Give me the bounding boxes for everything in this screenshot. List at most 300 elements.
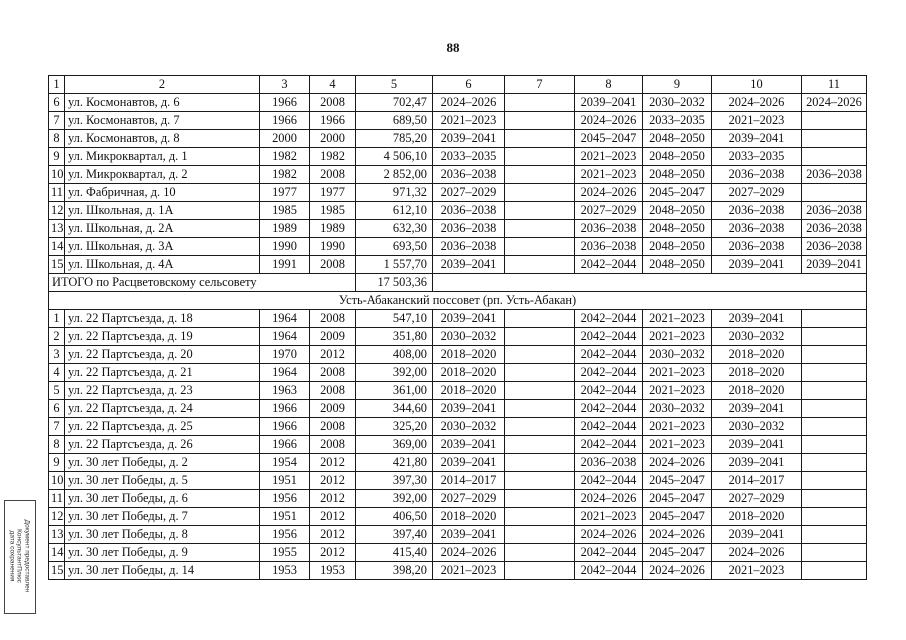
table-row — [49, 382, 867, 400]
col-row-number-cell: 15 — [49, 562, 65, 580]
col-row-number-cell: 12 — [49, 202, 65, 220]
col-year-overhaul-cell: 1989 — [310, 220, 356, 238]
table-row — [49, 256, 867, 274]
col-row-number-cell: 5 — [49, 382, 65, 400]
col-address-cell: ул. 30 лет Победы, д. 8 — [65, 526, 260, 544]
col-period-roof-cell: 2036–2038 — [433, 238, 505, 256]
col-period-7-cell — [505, 436, 575, 454]
col-year-overhaul-cell: 2008 — [310, 418, 356, 436]
col-address-cell: ул. 30 лет Победы, д. 2 — [65, 454, 260, 472]
col-period-roof-cell: 2024–2026 — [433, 544, 505, 562]
col-period-9-cell: 2048–2050 — [643, 130, 712, 148]
stamp-line: КонсультантПлюс — [15, 529, 23, 583]
col-period-9-cell: 2024–2026 — [643, 526, 712, 544]
col-period-11-cell — [802, 454, 867, 472]
col-period-9-cell: 2048–2050 — [643, 238, 712, 256]
col-area-cell: 408,00 — [356, 346, 433, 364]
table-row — [49, 400, 867, 418]
col-row-number-cell: 12 — [49, 508, 65, 526]
col-period-10-cell: 2039–2041 — [712, 400, 802, 418]
col-period-11-cell — [802, 508, 867, 526]
col-period-7-cell — [505, 490, 575, 508]
col-year-built-cell: 1951 — [260, 508, 310, 526]
col-area-cell: 702,47 — [356, 94, 433, 112]
col-period-roof-cell: 2018–2020 — [433, 364, 505, 382]
col-year-built-cell: 1955 — [260, 544, 310, 562]
col-period-8-cell: 2036–2038 — [575, 220, 643, 238]
col-period-10-cell: 2033–2035 — [712, 148, 802, 166]
col-period-10-cell: 2027–2029 — [712, 184, 802, 202]
col-period-7-cell — [505, 346, 575, 364]
col-period-7-cell — [505, 454, 575, 472]
col-period-10-cell: 2039–2041 — [712, 310, 802, 328]
col-row-number-cell: 3 — [49, 346, 65, 364]
col-period-8-cell: 2042–2044 — [575, 328, 643, 346]
table-row — [49, 148, 867, 166]
col-period-9-cell: 2045–2047 — [643, 184, 712, 202]
table-row — [49, 508, 867, 526]
col-address-cell: ул. 22 Партсъезда, д. 21 — [65, 364, 260, 382]
col-row-number-cell: 11 — [49, 490, 65, 508]
table-row — [49, 490, 867, 508]
col-year-overhaul-cell: 2000 — [310, 130, 356, 148]
col-year-built-cell: 1982 — [260, 166, 310, 184]
total-label: ИТОГО по Расцветовскому сельсовету — [49, 274, 356, 292]
col-period-roof-cell: 2027–2029 — [433, 184, 505, 202]
col-year-built-cell: 1966 — [260, 436, 310, 454]
col-period-10-cell: 2024–2026 — [712, 544, 802, 562]
column-header-8: 8 — [575, 76, 643, 94]
col-period-9-cell: 2021–2023 — [643, 418, 712, 436]
col-period-10-cell: 2021–2023 — [712, 112, 802, 130]
col-period-roof-cell: 2036–2038 — [433, 220, 505, 238]
col-row-number-cell: 8 — [49, 130, 65, 148]
col-year-overhaul-cell: 1977 — [310, 184, 356, 202]
column-header-9: 9 — [643, 76, 712, 94]
col-period-11-cell — [802, 364, 867, 382]
col-period-8-cell: 2042–2044 — [575, 472, 643, 490]
col-address-cell: ул. 22 Партсъезда, д. 26 — [65, 436, 260, 454]
col-period-7-cell — [505, 562, 575, 580]
col-period-roof-cell: 2039–2041 — [433, 526, 505, 544]
col-period-8-cell: 2024–2026 — [575, 112, 643, 130]
column-header-4: 4 — [310, 76, 356, 94]
table-row — [49, 562, 867, 580]
col-period-roof-cell: 2030–2032 — [433, 418, 505, 436]
col-period-8-cell: 2024–2026 — [575, 526, 643, 544]
stamp-text — [8, 500, 31, 612]
col-period-8-cell: 2042–2044 — [575, 400, 643, 418]
col-period-7-cell — [505, 220, 575, 238]
col-period-9-cell: 2048–2050 — [643, 202, 712, 220]
column-header-3: 3 — [260, 76, 310, 94]
col-period-7-cell — [505, 256, 575, 274]
page-number: 88 — [446, 40, 460, 55]
col-period-8-cell: 2042–2044 — [575, 382, 643, 400]
col-year-built-cell: 1954 — [260, 454, 310, 472]
col-period-11-cell — [802, 472, 867, 490]
col-year-built-cell: 1982 — [260, 148, 310, 166]
col-area-cell: 369,00 — [356, 436, 433, 454]
col-row-number-cell: 2 — [49, 328, 65, 346]
col-period-8-cell: 2021–2023 — [575, 166, 643, 184]
col-row-number-cell: 1 — [49, 310, 65, 328]
table-header — [49, 76, 867, 94]
table-row — [49, 346, 867, 364]
table-row — [49, 112, 867, 130]
col-period-roof-cell: 2030–2032 — [433, 328, 505, 346]
col-area-cell: 392,00 — [356, 364, 433, 382]
stamp-line: Документ предоставлен — [23, 519, 31, 593]
col-year-overhaul-cell: 1966 — [310, 112, 356, 130]
col-period-8-cell: 2036–2038 — [575, 238, 643, 256]
col-period-8-cell: 2042–2044 — [575, 310, 643, 328]
table-row — [49, 202, 867, 220]
col-period-roof-cell: 2024–2026 — [433, 94, 505, 112]
col-address-cell: ул. 30 лет Победы, д. 7 — [65, 508, 260, 526]
table-row — [49, 220, 867, 238]
col-year-overhaul-cell: 2012 — [310, 526, 356, 544]
col-period-8-cell: 2039–2041 — [575, 94, 643, 112]
column-header-11: 11 — [802, 76, 867, 94]
col-period-10-cell: 2024–2026 — [712, 94, 802, 112]
col-period-10-cell: 2018–2020 — [712, 346, 802, 364]
col-area-cell: 1 557,70 — [356, 256, 433, 274]
col-area-cell: 689,50 — [356, 112, 433, 130]
col-year-built-cell: 1964 — [260, 364, 310, 382]
col-period-9-cell: 2030–2032 — [643, 400, 712, 418]
col-period-7-cell — [505, 418, 575, 436]
col-period-9-cell: 2045–2047 — [643, 544, 712, 562]
col-period-8-cell: 2036–2038 — [575, 454, 643, 472]
col-year-overhaul-cell: 2008 — [310, 382, 356, 400]
col-period-10-cell: 2039–2041 — [712, 436, 802, 454]
col-row-number-cell: 4 — [49, 364, 65, 382]
col-year-overhaul-cell: 2008 — [310, 364, 356, 382]
section-title: Усть-Абаканский поссовет (рп. Усть-Абакан) — [49, 292, 867, 310]
col-address-cell: ул. 30 лет Победы, д. 9 — [65, 544, 260, 562]
col-year-built-cell: 1990 — [260, 238, 310, 256]
col-period-11-cell — [802, 526, 867, 544]
col-period-9-cell: 2033–2035 — [643, 112, 712, 130]
col-year-built-cell: 1970 — [260, 346, 310, 364]
col-period-10-cell: 2036–2038 — [712, 166, 802, 184]
col-period-7-cell — [505, 112, 575, 130]
col-address-cell: ул. Микроквартал, д. 1 — [65, 148, 260, 166]
total-empty-cell — [433, 274, 867, 292]
col-period-8-cell: 2042–2044 — [575, 562, 643, 580]
col-period-9-cell: 2021–2023 — [643, 382, 712, 400]
col-period-10-cell: 2036–2038 — [712, 238, 802, 256]
col-year-built-cell: 1956 — [260, 526, 310, 544]
col-period-8-cell: 2045–2047 — [575, 130, 643, 148]
col-address-cell: ул. 30 лет Победы, д. 14 — [65, 562, 260, 580]
col-period-9-cell: 2021–2023 — [643, 436, 712, 454]
col-year-built-cell: 1991 — [260, 256, 310, 274]
col-period-roof-cell: 2036–2038 — [433, 202, 505, 220]
col-address-cell: ул. 22 Партсъезда, д. 24 — [65, 400, 260, 418]
col-year-overhaul-cell: 2008 — [310, 256, 356, 274]
col-area-cell: 785,20 — [356, 130, 433, 148]
col-year-built-cell: 1953 — [260, 562, 310, 580]
col-period-roof-cell: 2039–2041 — [433, 436, 505, 454]
table-row — [49, 472, 867, 490]
col-year-overhaul-cell: 1953 — [310, 562, 356, 580]
col-area-cell: 392,00 — [356, 490, 433, 508]
col-row-number-cell: 14 — [49, 238, 65, 256]
col-period-11-cell — [802, 346, 867, 364]
col-period-11-cell — [802, 148, 867, 166]
col-period-10-cell: 2039–2041 — [712, 256, 802, 274]
col-period-roof-cell: 2039–2041 — [433, 310, 505, 328]
col-period-10-cell: 2018–2020 — [712, 364, 802, 382]
column-header-6: 6 — [433, 76, 505, 94]
col-period-7-cell — [505, 472, 575, 490]
col-period-roof-cell: 2027–2029 — [433, 490, 505, 508]
col-period-11-cell — [802, 562, 867, 580]
col-area-cell: 398,20 — [356, 562, 433, 580]
col-period-7-cell — [505, 508, 575, 526]
col-period-11-cell — [802, 382, 867, 400]
col-period-11-cell — [802, 400, 867, 418]
col-period-8-cell: 2042–2044 — [575, 346, 643, 364]
col-area-cell: 547,10 — [356, 310, 433, 328]
col-period-10-cell: 2030–2032 — [712, 418, 802, 436]
col-year-overhaul-cell: 2009 — [310, 328, 356, 346]
table-row — [49, 238, 867, 256]
col-row-number-cell: 9 — [49, 454, 65, 472]
col-period-8-cell: 2024–2026 — [575, 184, 643, 202]
table-row — [49, 436, 867, 454]
col-year-overhaul-cell: 1982 — [310, 148, 356, 166]
col-period-10-cell: 2014–2017 — [712, 472, 802, 490]
col-area-cell: 4 506,10 — [356, 148, 433, 166]
col-period-10-cell: 2039–2041 — [712, 454, 802, 472]
col-period-roof-cell: 2018–2020 — [433, 382, 505, 400]
col-period-7-cell — [505, 202, 575, 220]
col-period-7-cell — [505, 382, 575, 400]
col-year-overhaul-cell: 2012 — [310, 346, 356, 364]
col-year-built-cell: 1956 — [260, 490, 310, 508]
col-period-roof-cell: 2033–2035 — [433, 148, 505, 166]
col-year-built-cell: 1964 — [260, 328, 310, 346]
col-period-roof-cell: 2018–2020 — [433, 508, 505, 526]
col-period-9-cell: 2030–2032 — [643, 94, 712, 112]
col-period-7-cell — [505, 148, 575, 166]
col-period-11-cell: 2036–2038 — [802, 238, 867, 256]
col-period-9-cell: 2030–2032 — [643, 346, 712, 364]
col-row-number-cell: 8 — [49, 436, 65, 454]
section-row — [49, 292, 867, 310]
col-period-7-cell — [505, 310, 575, 328]
table-row — [49, 364, 867, 382]
table-row — [49, 130, 867, 148]
col-period-roof-cell: 2039–2041 — [433, 400, 505, 418]
col-period-8-cell: 2042–2044 — [575, 364, 643, 382]
col-year-built-cell: 1966 — [260, 94, 310, 112]
col-year-overhaul-cell: 2012 — [310, 454, 356, 472]
col-year-built-cell: 1951 — [260, 472, 310, 490]
col-row-number-cell: 10 — [49, 166, 65, 184]
col-row-number-cell: 7 — [49, 112, 65, 130]
col-year-overhaul-cell: 2009 — [310, 400, 356, 418]
col-period-7-cell — [505, 328, 575, 346]
table-row — [49, 166, 867, 184]
table-row — [49, 526, 867, 544]
column-header-1: 1 — [49, 76, 65, 94]
table-row — [49, 544, 867, 562]
col-address-cell: ул. 30 лет Победы, д. 6 — [65, 490, 260, 508]
col-year-built-cell: 2000 — [260, 130, 310, 148]
col-row-number-cell: 15 — [49, 256, 65, 274]
col-area-cell: 421,80 — [356, 454, 433, 472]
col-period-9-cell: 2024–2026 — [643, 562, 712, 580]
col-period-11-cell: 2036–2038 — [802, 220, 867, 238]
col-period-roof-cell: 2021–2023 — [433, 112, 505, 130]
side-stamp — [0, 496, 38, 616]
col-period-11-cell — [802, 490, 867, 508]
col-area-cell: 971,32 — [356, 184, 433, 202]
col-period-roof-cell: 2018–2020 — [433, 346, 505, 364]
col-period-10-cell: 2030–2032 — [712, 328, 802, 346]
col-period-7-cell — [505, 166, 575, 184]
col-period-7-cell — [505, 130, 575, 148]
col-address-cell: ул. 22 Партсъезда, д. 19 — [65, 328, 260, 346]
col-period-7-cell — [505, 94, 575, 112]
col-address-cell: ул. Школьная, д. 4А — [65, 256, 260, 274]
col-area-cell: 693,50 — [356, 238, 433, 256]
col-period-9-cell: 2045–2047 — [643, 490, 712, 508]
col-period-9-cell: 2045–2047 — [643, 472, 712, 490]
col-address-cell: ул. Фабричная, д. 10 — [65, 184, 260, 202]
col-period-10-cell: 2039–2041 — [712, 130, 802, 148]
col-period-10-cell: 2039–2041 — [712, 526, 802, 544]
col-period-10-cell: 2036–2038 — [712, 202, 802, 220]
col-period-roof-cell: 2039–2041 — [433, 454, 505, 472]
col-period-9-cell: 2021–2023 — [643, 328, 712, 346]
col-area-cell: 351,80 — [356, 328, 433, 346]
col-period-9-cell: 2021–2023 — [643, 310, 712, 328]
col-period-7-cell — [505, 526, 575, 544]
col-row-number-cell: 13 — [49, 526, 65, 544]
col-row-number-cell: 11 — [49, 184, 65, 202]
col-area-cell: 397,30 — [356, 472, 433, 490]
column-header-2: 2 — [65, 76, 260, 94]
col-address-cell: ул. Школьная, д. 1А — [65, 202, 260, 220]
col-period-7-cell — [505, 544, 575, 562]
col-address-cell: ул. 22 Партсъезда, д. 18 — [65, 310, 260, 328]
col-period-11-cell — [802, 184, 867, 202]
col-period-11-cell — [802, 310, 867, 328]
col-year-overhaul-cell: 2008 — [310, 310, 356, 328]
col-year-overhaul-cell: 2008 — [310, 166, 356, 184]
stamp-line: дата сохранения — [8, 530, 16, 582]
col-address-cell: ул. 22 Партсъезда, д. 20 — [65, 346, 260, 364]
col-period-8-cell: 2042–2044 — [575, 256, 643, 274]
col-area-cell: 415,40 — [356, 544, 433, 562]
col-period-9-cell: 2048–2050 — [643, 166, 712, 184]
col-period-8-cell: 2042–2044 — [575, 418, 643, 436]
col-row-number-cell: 6 — [49, 400, 65, 418]
col-year-overhaul-cell: 2012 — [310, 508, 356, 526]
col-area-cell: 632,30 — [356, 220, 433, 238]
col-period-10-cell: 2027–2029 — [712, 490, 802, 508]
col-period-11-cell: 2036–2038 — [802, 166, 867, 184]
col-address-cell: ул. 22 Партсъезда, д. 25 — [65, 418, 260, 436]
col-year-built-cell: 1963 — [260, 382, 310, 400]
col-year-built-cell: 1966 — [260, 418, 310, 436]
col-period-10-cell: 2036–2038 — [712, 220, 802, 238]
table-row — [49, 454, 867, 472]
col-period-8-cell: 2042–2044 — [575, 436, 643, 454]
col-year-overhaul-cell: 2008 — [310, 94, 356, 112]
col-year-overhaul-cell: 1990 — [310, 238, 356, 256]
col-area-cell: 612,10 — [356, 202, 433, 220]
col-area-cell: 397,40 — [356, 526, 433, 544]
col-period-9-cell: 2024–2026 — [643, 454, 712, 472]
col-year-built-cell: 1985 — [260, 202, 310, 220]
col-address-cell: ул. Микроквартал, д. 2 — [65, 166, 260, 184]
col-row-number-cell: 13 — [49, 220, 65, 238]
col-address-cell: ул. 22 Партсъезда, д. 23 — [65, 382, 260, 400]
column-header-10: 10 — [712, 76, 802, 94]
col-period-9-cell: 2048–2050 — [643, 148, 712, 166]
col-year-built-cell: 1989 — [260, 220, 310, 238]
total-row — [49, 274, 867, 292]
col-period-11-cell: 2039–2041 — [802, 256, 867, 274]
table-body — [49, 94, 867, 580]
col-period-10-cell: 2018–2020 — [712, 382, 802, 400]
col-row-number-cell: 9 — [49, 148, 65, 166]
col-row-number-cell: 7 — [49, 418, 65, 436]
col-period-11-cell — [802, 436, 867, 454]
col-period-11-cell: 2024–2026 — [802, 94, 867, 112]
col-address-cell: ул. Космонавтов, д. 6 — [65, 94, 260, 112]
col-year-overhaul-cell: 2008 — [310, 436, 356, 454]
col-year-overhaul-cell: 2012 — [310, 472, 356, 490]
col-period-10-cell: 2021–2023 — [712, 562, 802, 580]
column-header-7: 7 — [505, 76, 575, 94]
col-area-cell: 361,00 — [356, 382, 433, 400]
col-period-8-cell: 2021–2023 — [575, 148, 643, 166]
col-row-number-cell: 10 — [49, 472, 65, 490]
col-period-roof-cell: 2021–2023 — [433, 562, 505, 580]
col-area-cell: 325,20 — [356, 418, 433, 436]
col-period-7-cell — [505, 184, 575, 202]
col-period-11-cell — [802, 328, 867, 346]
col-period-11-cell — [802, 112, 867, 130]
column-header-5: 5 — [356, 76, 433, 94]
col-address-cell: ул. 30 лет Победы, д. 5 — [65, 472, 260, 490]
col-period-11-cell — [802, 544, 867, 562]
col-address-cell: ул. Космонавтов, д. 7 — [65, 112, 260, 130]
col-period-9-cell: 2045–2047 — [643, 508, 712, 526]
col-year-built-cell: 1977 — [260, 184, 310, 202]
col-period-7-cell — [505, 364, 575, 382]
col-area-cell: 2 852,00 — [356, 166, 433, 184]
col-year-overhaul-cell: 2012 — [310, 544, 356, 562]
table-row — [49, 94, 867, 112]
col-row-number-cell: 14 — [49, 544, 65, 562]
col-period-11-cell — [802, 130, 867, 148]
col-period-9-cell: 2048–2050 — [643, 220, 712, 238]
housing-register-table — [48, 75, 867, 580]
col-period-8-cell: 2027–2029 — [575, 202, 643, 220]
col-period-10-cell: 2018–2020 — [712, 508, 802, 526]
table-row — [49, 418, 867, 436]
col-period-11-cell — [802, 418, 867, 436]
col-period-roof-cell: 2039–2041 — [433, 256, 505, 274]
